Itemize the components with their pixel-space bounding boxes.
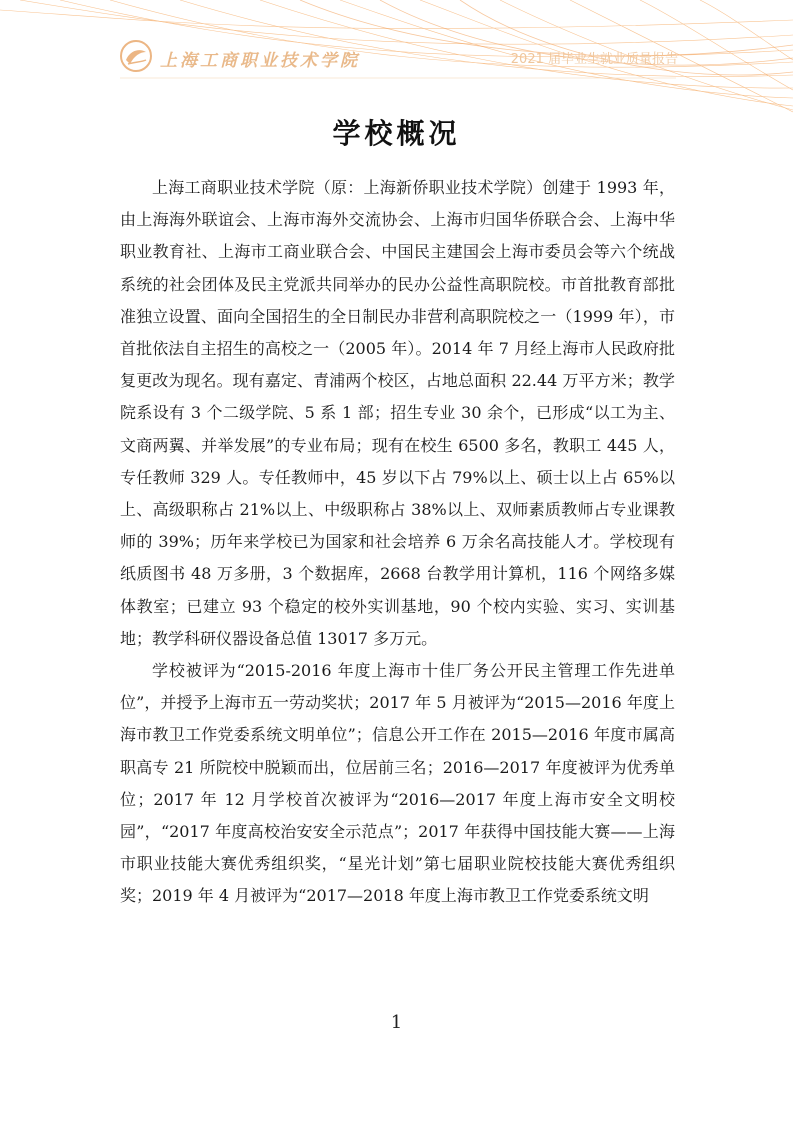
page-header xyxy=(118,38,678,74)
page-number: 1 xyxy=(390,1012,403,1033)
paragraph: 上海工商职业技术学院（原：上海新侨职业技术学院）创建于 1993 年，由上海海外联谊会、上海市海外交流协会、上海市归国华侨联合会、上海中华职业教育社、上海市工商业联合会、中国民主建国会上海市委员会等六个统战系统的社会团体及民主党派共同举办的民办公益性高职院校。市首批教育部批准独立设置、面向全国招生的全日制民办非营利高职院校之一（1999 年），市首批依法自主招生的高校之一（2005 年）。2014 年 7 月经上海市人民政府批复更改为现名。现有嘉定、青浦两个校区，占地总面积 22.44 万平方米；教学院系设有 3 个二级学院、5 系 1 部；招生专业 30 余个，已形成“以工为主、文商两翼、并举发展”的专业布局；现有在校生 6500 多名，教职工 445 人，专任教师 329 人。专任教师中，45 岁以下占 79%以上、硕士以上占 65%以上、高级职称占 21%以上、中级职称占 38%以上、双师素质教师占专业课教师的 39%；历年来学校已为国家和社会培养 6 万余名高技能人才。学校现有纸质图书 48 万多册，3 个数据库，2668 台教学用计算机，116 个网络多媒体教室；已建立 93 个稳定的校外实训基地，90 个校内实验、实习、实训基地；教学科研仪器设备总值 13017 多万元。 xyxy=(120,178,675,648)
paragraph: 学校被评为“2015-2016 年度上海市十佳厂务公开民主管理工作先进单位”，并授予上海市五一劳动奖状；2017 年 5 月被评为“2015—2016 年度上海市教卫工作党委系统文明单位”；信息公开工作在 2015—2016 年度市属高职高专 21 所院校中脱颖而出，位居前三名；2016—2017 年度被评为优秀单位；2017 年 12 月学校首次被评为“2016—2017 年度上海市安全文明校园”，“2017 年度高校治安安全示范点”；2017 年获得中国技能大赛——上海市职业技能大赛优秀组织奖，“星光计划”第七届职业院校技能大赛优秀组织奖；2019 年 4 月被评为“2017—2018 年度上海市教卫工作党委系统文明 xyxy=(120,661,675,906)
page-title: 学校概况 xyxy=(332,117,461,150)
report-title: 2021 届毕业生就业质量报告 xyxy=(510,52,678,67)
school-name: 上海工商职业技术学院 xyxy=(160,51,360,71)
school-logo-icon xyxy=(118,38,154,74)
body-text xyxy=(120,172,675,913)
